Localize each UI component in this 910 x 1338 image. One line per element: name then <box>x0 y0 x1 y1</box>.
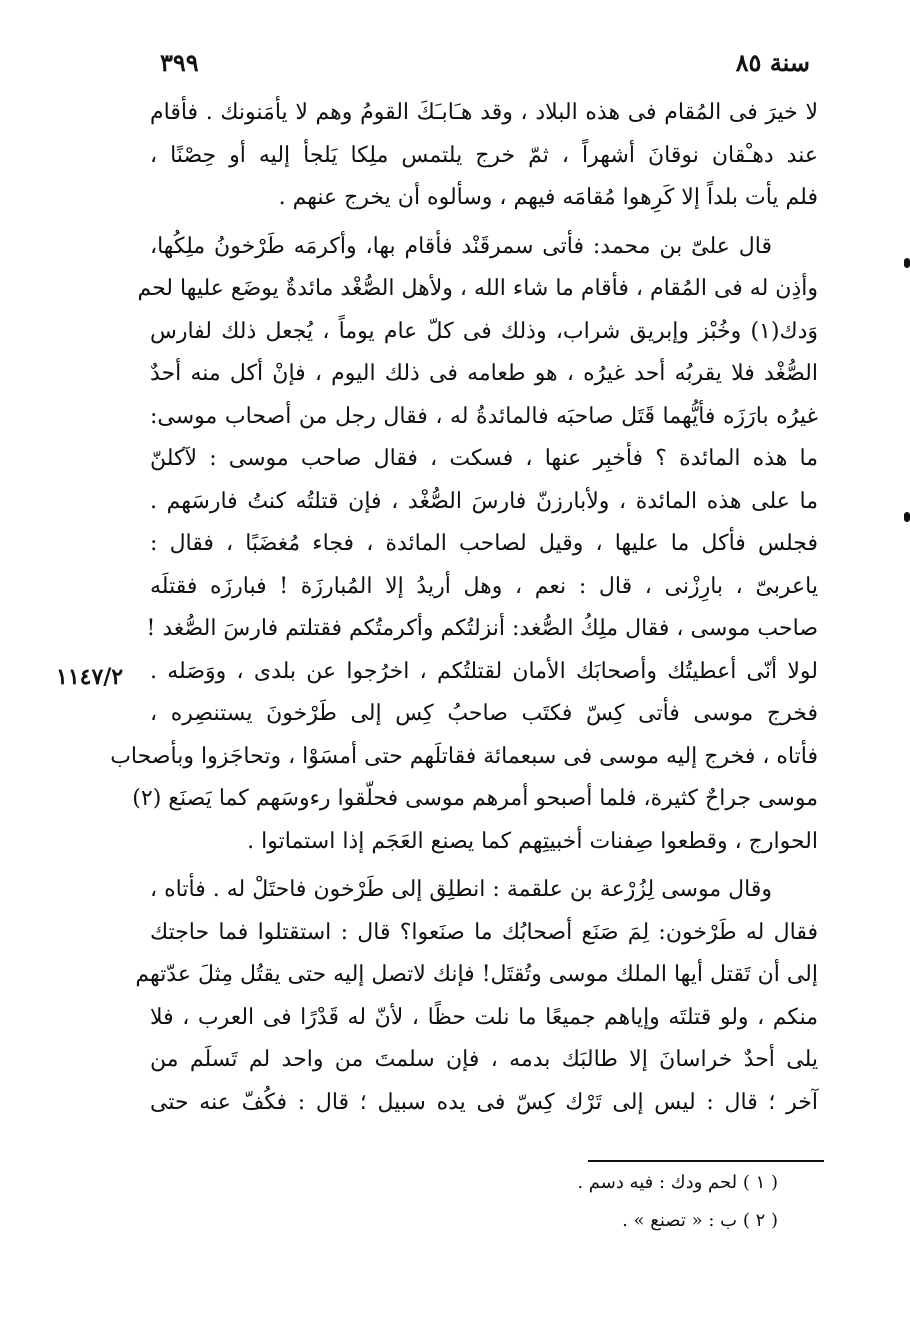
text-line: فقال له طَرْخون: لِمَ صَنَع أصحابُك ما صنَعوا؟ قال : استقتلوا فما حاجتك <box>150 919 818 945</box>
page-number: ٣٩٩ <box>160 48 199 77</box>
text-line: قال علىّ بن محمد: فأتى سمرقَنْد فأقام بها، وأكرمَه طَرْخونُ ملِكُها، <box>150 233 772 259</box>
text-line: فأتاه ، فخرج إليه موسى فى سبعمائة فقاتلَهم حتى أمسَوْا ، وتحاجَزوا وبأصحاب <box>110 743 818 769</box>
text-line: ما على هذه المائدة ، ولأبارزنّ فارسَ الصُّغْد ، فإن قتلتُه كنتُ فارسَهم . <box>150 488 818 514</box>
text-line: عند دهـْقان نوقانَ أشهراً ، ثمّ خرج يلتمس ملِكا يَلجأ إليه أو حِصْنًا ، <box>150 142 818 168</box>
footnote: ( ٢ ) ب : « تصنع » . <box>622 1210 778 1231</box>
text-line: آخر ؛ قال : ليس إلى تَرْك كِسّ فى يده سبيل ؛ قال : فكُفّ عنه حتى <box>150 1089 818 1115</box>
text-line: غيرُه بارَزَه فأيُّهما قَتَل صاحبَه فالمائدةُ له ، فقال رجل من أصحاب موسى: <box>150 403 818 429</box>
text-line: الصُّغْد فلا يقربُه أحد غيرُه ، هو طعامه فى ذلك اليوم ، فإنْ أكل منه أحدٌ <box>150 361 818 386</box>
text-line: الحوارج ، وقطعوا صِفنات أخبيتِهم كما يصنع العَجَم إذا استماتوا . <box>247 828 818 854</box>
text-line: صاحب موسى ، فقال ملِكُ الصُّغد: أنزلتُكم وأكرمتُكم فقتلتم فارسَ الصُّغد ! <box>146 616 818 641</box>
text-line: فجلس فأكل ما عليها ، وقيل لصاحب المائدة ، فجاء مُغضَبًا ، فقال : <box>150 531 818 556</box>
main-text <box>110 92 818 1124</box>
text-line: وأذِن له فى المُقام ، فأقام ما شاء الله ، ولأهل الصُّغْد مائدةٌ يوضَع عليها لحم <box>137 276 818 301</box>
text-line: لولا أنّى أعطيتُك وأصحابَك الأمان لقتلتُكم ، اخرُجوا عن بلدى ، ووَصَله . <box>150 658 818 684</box>
text-line: موسى جراحٌ كثيرة، فلما أصبحو أمرهم موسى فحلّقوا رءوسَهم كما يَصنَع (٢) <box>132 786 818 811</box>
text-line: فخرج موسى فأتى كِسّ فكتَب صاحبُ كِس إلى طَرْخونَ يستنصِره ، <box>150 701 818 726</box>
text-line: وَدك(١) وخُبْز وإبريق شراب، وذلك فى كلّ عام يوماً ، يُجعل ذلك لفارس <box>150 318 818 344</box>
margin-mark <box>904 512 910 522</box>
text-line: يلى أحدٌ خراسانَ إلا طالبَك بدمه ، فإن سلمتَ من واحد لم تَسلَم من <box>150 1047 818 1072</box>
text-line: فلم يأت بلداً إلا كَرِهوا مُقامَه فيهم ، وسألوه أن يخرج عنهم . <box>278 185 818 210</box>
margin-mark <box>904 258 910 268</box>
text-line: ياعربىّ ، بارِزْنى ، قال : نعم ، وهل أريدُ إلا المُبارزَة ! فبارزَه فقتلَه <box>150 573 818 599</box>
text-line: ما هذه المائدة ؟ فأخبِر عنها ، فسكت ، فقال صاحب موسى : لآكلنّ <box>150 446 818 471</box>
text-line: منكم ، ولو قتلتَه وإياهم جميعًا ما نلت حظًا ، لأنّ له قَدْرًا فى العرب ، فلا <box>150 1004 818 1030</box>
running-header-year: سنة ٨٥ <box>735 48 810 77</box>
margin-reference: ١١٤٧/٢ <box>56 664 124 690</box>
footnote-separator <box>588 1160 824 1162</box>
footnote: ( ١ ) لحم ودك : فيه دسم . <box>577 1172 778 1193</box>
text-line: إلى أن تَقتل أيها الملك موسى وتُقتَل! فإنك لاتصل إليه حتى يقتُل مِثلَ عدّتهم <box>135 962 818 987</box>
text-line: وقال موسى لِزُرْعة بن علقمة : انطلِق إلى طَرْخون فاحتَلْ له . فأتاه ، <box>150 877 772 902</box>
text-line: لا خيرَ فى المُقام فى هذه البلاد ، وقد هـَابـَكَ القومُ وهم لا يأمَنونك . فأقام <box>150 100 818 125</box>
